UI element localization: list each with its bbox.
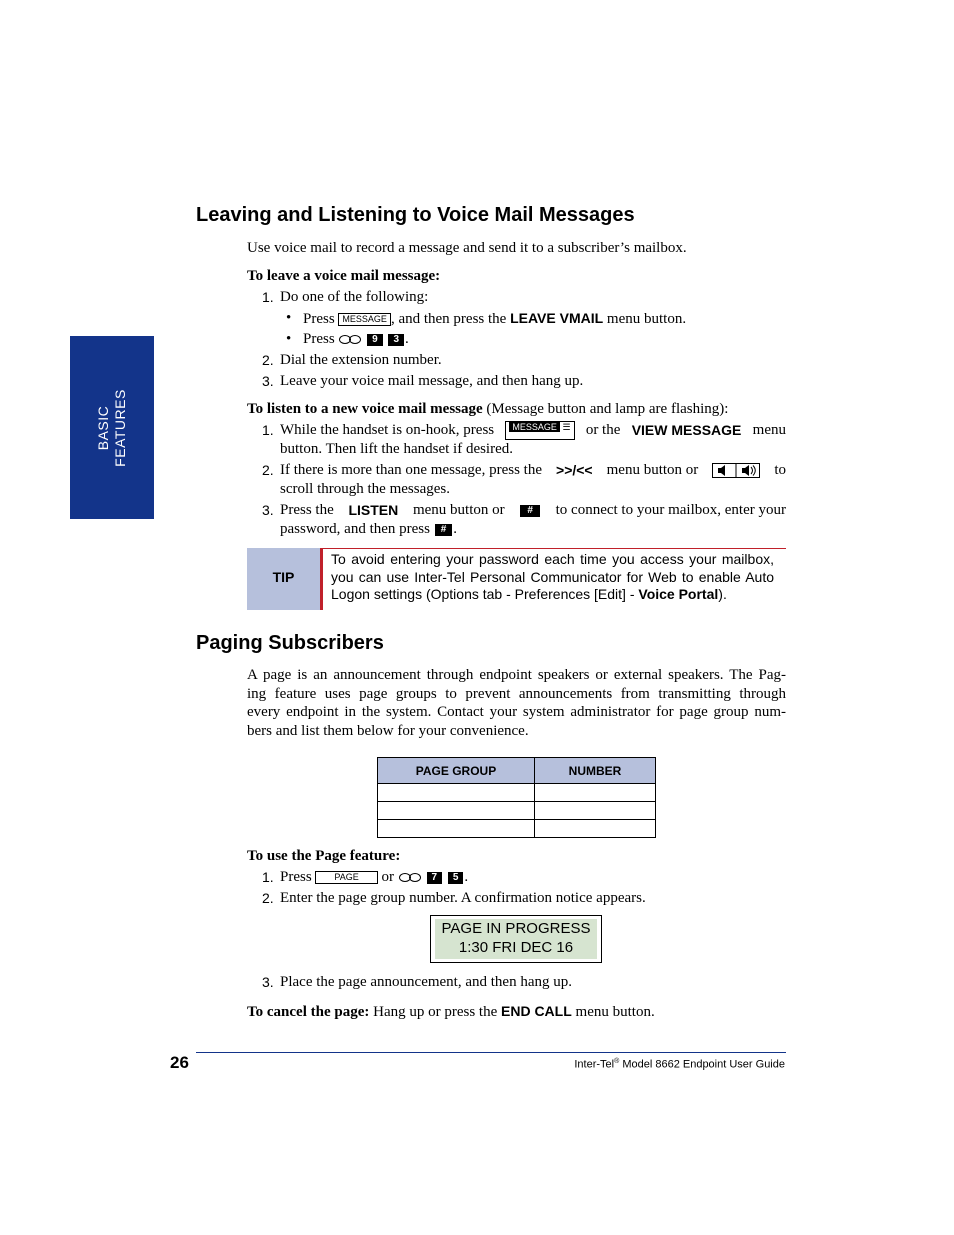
message-key: MESSAGE [338,313,391,326]
use-step-2: Enter the page group number. A confirmation notice appears. [280,890,646,906]
text: If there is more than one message, press the [280,462,542,478]
step-number: 2. [262,352,274,368]
leave-heading: To leave a voice mail message: [247,268,441,284]
text: or the [585,422,621,438]
step-number: 2. [262,890,274,906]
text: menu button. [606,311,687,327]
table-cell [378,802,535,820]
footer-rule [196,1052,786,1053]
intro-line: ing feature uses page groups to prevent announcements from transmitting through [247,685,786,702]
key-pound: # [520,505,540,517]
feature-infinity-icon [338,334,362,345]
table-row [378,784,656,802]
tip-body: To avoid entering your password each time you access your mailbox, you can use Inter-Tel Personal Communicator for Web to enable Auto Logon settings (Options tab - Preferences [Edit] - [331,551,774,602]
table-cell [378,784,535,802]
paging-intro [247,666,786,740]
text: Press the [280,502,334,518]
col-number: NUMBER [535,758,656,784]
text: or [381,869,395,885]
leave-step-3: Leave your voice mail message, and then hang up. [280,373,584,389]
text: menu button. [575,1004,655,1020]
step-number: 1. [262,422,274,438]
intro-line: bers and list them below for your convenience. [247,722,529,739]
table-cell [535,802,656,820]
tip-text [331,551,774,604]
lcd-line2: 1:30 FRI DEC 16 [458,939,574,956]
menu-listen: LISTEN [348,502,399,518]
volume-key-icon [712,463,760,478]
step-number: 1. [262,289,274,305]
use-step-1: Press PAGE or 7 5 . [280,869,469,885]
listen-step-3-line2: password, and then press # . [280,521,458,537]
listen-heading: To listen to a new voice mail message [247,401,483,417]
text: to connect to your mailbox, enter your [555,502,786,518]
step-number: 1. [262,869,274,885]
leave-bullet-1 [303,309,686,329]
tip-end: ). [718,586,727,602]
tip-top-rule [323,548,786,549]
leave-step-1: Do one of the following: [280,289,429,305]
tip-label-box [247,548,320,610]
step-number: 3. [262,974,274,990]
leave-step-2: Dial the extension number. [280,352,442,368]
registered-mark: ® [614,1058,620,1065]
listen-heading-note: (Message button and lamp are flashing): [486,401,729,417]
listen-step-1-line2: button. Then lift the handset if desired. [280,441,514,457]
text: Press [303,311,335,327]
brand: Inter-Tel [574,1058,615,1071]
listen-step-3-line1 [280,501,786,520]
key-5: 5 [448,872,464,884]
menu-leave-vmail: LEAVE VMAIL [510,310,604,326]
intro-line: A page is an announcement through endpoint speakers or external speakers. The Pag- [247,667,786,683]
side-tab-line1: BASIC [95,405,111,450]
footer-guide-title [574,1058,785,1071]
text: to [774,462,786,478]
text: menu button or [606,462,699,478]
table-cell [535,784,656,802]
tip-divider [320,548,323,610]
step-number: 3. [262,502,274,518]
use-step-3: Place the page announcement, and then hang up. [280,974,572,990]
key-7: 7 [427,872,443,884]
text: , and then press the [390,311,507,327]
bullet: • [286,331,292,347]
page-number: 26 [170,1053,189,1072]
text: While the handset is on-hook, press [280,422,495,438]
text: menu button or [412,502,505,518]
lcd-screen [435,919,597,959]
feature-infinity-icon [398,872,422,883]
section-title-voicemail: Leaving and Listening to Voice Mail Messages [196,204,635,226]
menu-scroll: >>/<< [556,462,593,478]
lcd-line1: PAGE IN PROGRESS [441,920,591,937]
page-key: PAGE [315,871,377,884]
key-pound: # [435,524,453,536]
menu-end-call: END CALL [501,1003,572,1019]
side-tab-label [95,389,129,467]
table-cell [378,820,535,838]
menu-view-message: VIEW MESSAGE [631,422,742,438]
leave-bullet-2: Press 9 3 . [303,331,409,347]
table-header-row [378,758,656,784]
table-row [378,820,656,838]
text: Hang up or press the [373,1004,498,1020]
key-3: 3 [388,334,404,346]
bullet: • [286,310,292,326]
col-page-group: PAGE GROUP [378,758,535,784]
section-side-tab [70,336,154,519]
listen-step-2-line2: scroll through the messages. [280,481,450,497]
voicemail-intro: Use voice mail to record a message and send it to a subscriber’s mailbox. [247,240,687,256]
message-key-lamp: MESSAGE ☰ [505,421,574,440]
tip-label: TIP [272,569,295,585]
section-title-paging: Paging Subscribers [196,632,384,654]
step-number: 2. [262,462,274,478]
key-9: 9 [367,334,383,346]
use-page-heading: To use the Page feature: [247,848,401,864]
step-number: 3. [262,373,274,389]
text: Press [280,869,312,885]
intro-line: every endpoint in the system. Contact your system administrator for page group num- [247,704,786,720]
tip-bold: Voice Portal [638,586,719,602]
cancel-page-line [247,1002,655,1022]
listen-step-2-line1 [280,461,786,480]
page-group-table [377,757,656,838]
table-cell [535,820,656,838]
listen-step-1-line1 [280,421,786,440]
message-key-label: MESSAGE [509,422,560,432]
table-row [378,802,656,820]
cancel-heading: To cancel the page: [247,1004,370,1020]
text: menu [752,422,786,438]
text: password, and then press [280,521,430,537]
guide-name: Model 8662 Endpoint User Guide [622,1058,785,1071]
text: Press [303,331,335,347]
listen-heading-line [247,400,728,419]
lcd-display [430,915,602,963]
side-tab-line2: FEATURES [112,388,128,467]
